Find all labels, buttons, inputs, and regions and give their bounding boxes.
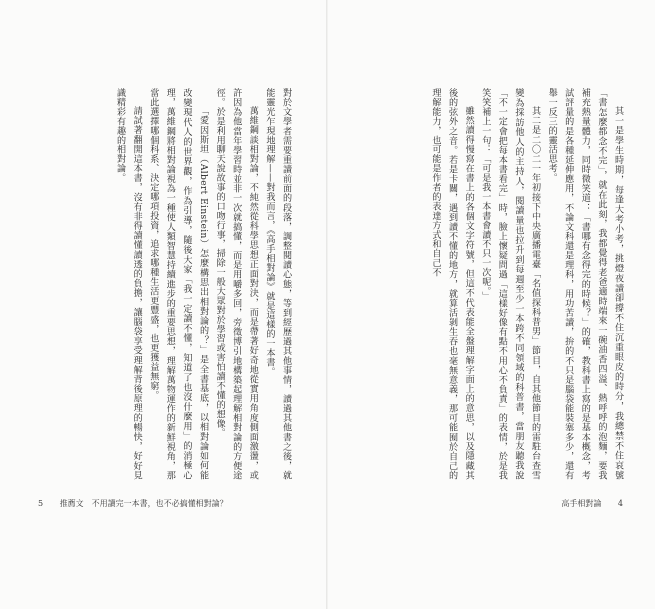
paragraph: 雖然讀得慢寫在書上的各個文字符號，但這不代表能全盤理解字面上的意思，以及隱藏其後的弦外之音。若是卡關，遇到讀不懂的地方，就算活剝生吞也毫無意義，那可能囿於自己的理解能力，也可能是作者的表達方式和自己不 [430, 88, 474, 480]
paragraph: 其二是二〇二一年初接下中央廣播電臺「名值探科普男」節目，自其他節目的雷駐台查雪變為採訪他人的主持人，閱讀量也拉升到每週至少一本跨不同領域的科普書，當朋友聽我說「不一定會把每本書看完」時，臉上懷疑問過「這樣好像有點不用心不負責」的表情，於是我笑笑補上一句：「可是我一本書會讀不只一次呢。」 [480, 88, 541, 480]
paragraph: 請試著翻開這本書，沒有非得讀懂讀透的負擔，讓腦袋享受理解背後原理的暢快，好好見識精彩有趣的相對論。 [115, 88, 142, 480]
running-title: 高手相對論 [561, 499, 602, 508]
page-number: 4 [617, 499, 623, 508]
paragraph: 其一是學生時期，每逢大考小考，挑燈夜讀卻撐不住沉重眼皮的時分，我總禁不住哀號「書怎麼都念不完」，就在此刻，我都覺得老爸適時端來一碗油香四溢、熱呼呼的泡麵，要我補充熱量體力，同時微笑道：「書哪有念得完的時候？」的確，教科書上寫的是基本概念，考試評量的是各種延伸應用，不論文科還是理科，用功苦讀，拚的不只是腦袋能裝塞多少，還有舉一反三的靈活思考。 [546, 88, 623, 480]
running-title: 推薦文 不用讀完一本書，也不必搞懂相對論？ [59, 499, 228, 508]
page-number: 5 [38, 499, 44, 508]
right-body-text [348, 88, 626, 480]
left-footer [38, 498, 228, 509]
right-footer [561, 498, 623, 509]
paragraph: 「愛因斯坦（Albert Einstein）怎麼構思出相對論的？」是全書基底，以相對論如何能改變現代人的世界觀，作為引導，隨後大家「我一定讀不懂，知道了也沒什麼用」的消極心理，萬維鋼將相對論視為一種使人類智慧持續進步的重要思想，理解萬物運作的新鮮視角，那當此選擇哪個科系、決定哪項投資，追求哪種生活更豐盛，也更獲益無窮。 [148, 88, 209, 480]
left-page [0, 0, 327, 609]
right-page [328, 0, 655, 609]
paragraph: 萬維鋼談相對論，不純然從科學思想正面對決，而是帶著好奇地從實用角度側面激盪，或許因為他當年學習時並非一次就搞懂，而是用嚼多回，旁徵博引地構築起理解相對論的方便途徑。於是利用聊天說故事的口吻行事，掃除一般大眾對於學習或害怕讀不懂的想像。 [214, 88, 258, 480]
left-body-text [40, 88, 294, 480]
paragraph: 對於文學者需要重讀前面的段落，調整閱讀心態，等到經歷過其他事情，讀過其他書之後，就能靈光乍現地理解——對我而言，《高手相對論》就是這樣的一本書。 [264, 88, 291, 480]
